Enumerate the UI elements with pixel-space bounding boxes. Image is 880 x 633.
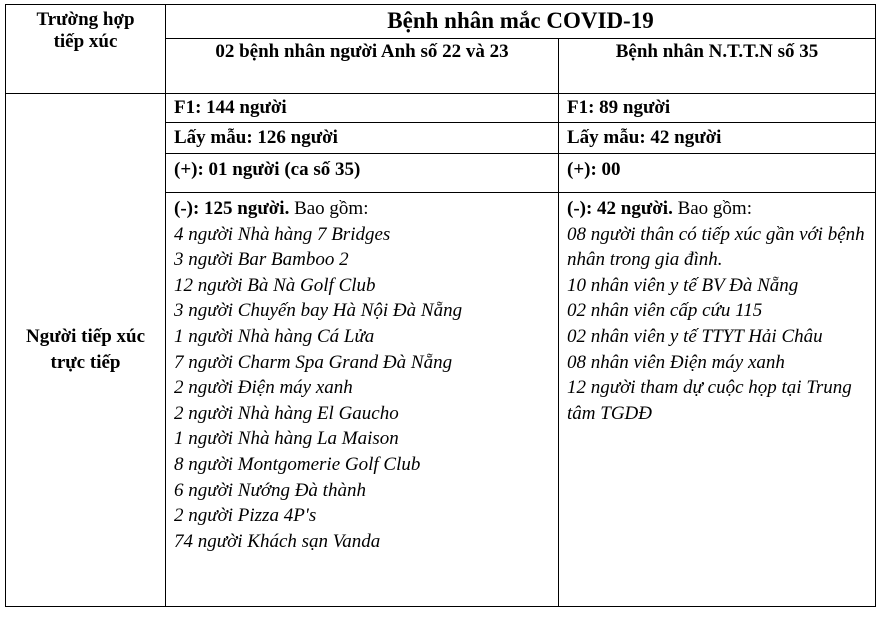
list-item: 4 người Nhà hàng 7 Bridges <box>174 223 391 245</box>
case-type-header <box>6 5 166 94</box>
list-item: 6 người Nướng Đà thành <box>174 479 366 501</box>
list-item: 02 nhân viên cấp cứu 115 <box>567 300 763 322</box>
col-a-header: 02 bệnh nhân người Anh số 22 và 23 <box>166 38 559 94</box>
list-item: 3 người Bar Bamboo 2 <box>174 249 349 271</box>
col-b-items <box>567 222 869 427</box>
list-item: 7 người Charm Spa Grand Đà Nẵng <box>174 351 453 373</box>
col-b-negative-rest: Bao gồm: <box>672 198 752 219</box>
col-a-f1: F1: 144 người <box>166 94 559 123</box>
col-b-positive: (+): 00 <box>559 154 876 193</box>
list-item: 1 người Nhà hàng La Maison <box>174 428 399 450</box>
col-a-negative-lead <box>174 196 552 222</box>
col-b-header: Bệnh nhân N.T.T.N số 35 <box>559 38 876 94</box>
col-a-negative <box>166 193 559 607</box>
list-item: 08 nhân viên Điện máy xanh <box>567 351 785 373</box>
col-b-sampled: Lấy mẫu: 42 người <box>559 123 876 154</box>
patients-group-title: Bệnh nhân mắc COVID-19 <box>166 5 876 39</box>
covid-contact-table <box>5 4 876 607</box>
col-b-negative-count: (-): 42 người. <box>567 198 673 219</box>
list-item: 2 người Pizza 4P's <box>174 505 317 527</box>
list-item: 2 người Nhà hàng El Gaucho <box>174 402 399 424</box>
list-item: 1 người Nhà hàng Cá Lửa <box>174 325 375 347</box>
list-item: 8 người Montgomerie Golf Club <box>174 453 421 475</box>
col-b-negative-lead <box>567 196 869 222</box>
col-a-positive: (+): 01 người (ca số 35) <box>166 154 559 193</box>
col-a-items <box>174 222 552 555</box>
col-a-negative-count: (-): 125 người. <box>174 198 290 219</box>
list-item: 12 người tham dự cuộc họp tại Trung tâm TGDĐ <box>567 377 852 424</box>
col-b-f1: F1: 89 người <box>559 94 876 123</box>
row-label <box>6 94 166 607</box>
list-item: 08 người thân có tiếp xúc gần với bệnh nhân trong gia đình. <box>567 223 865 271</box>
list-item: 02 nhân viên y tế TTYT Hải Châu <box>567 325 823 347</box>
list-item: 12 người Bà Nà Golf Club <box>174 274 376 296</box>
col-b-negative <box>559 193 876 607</box>
list-item: 2 người Điện máy xanh <box>174 377 353 399</box>
list-item: 3 người Chuyến bay Hà Nội Đà Nẵng <box>174 300 463 322</box>
col-a-sampled: Lấy mẫu: 126 người <box>166 123 559 154</box>
direct-contact-label: Người tiếp xúc trực tiếp <box>25 326 146 373</box>
list-item: 74 người Khách sạn Vanda <box>174 530 381 552</box>
list-item: 10 nhân viên y tế BV Đà Nẵng <box>567 274 799 296</box>
col-a-negative-rest: Bao gồm: <box>289 198 369 219</box>
case-type-label: Trường hợp tiếp xúc <box>36 9 135 52</box>
